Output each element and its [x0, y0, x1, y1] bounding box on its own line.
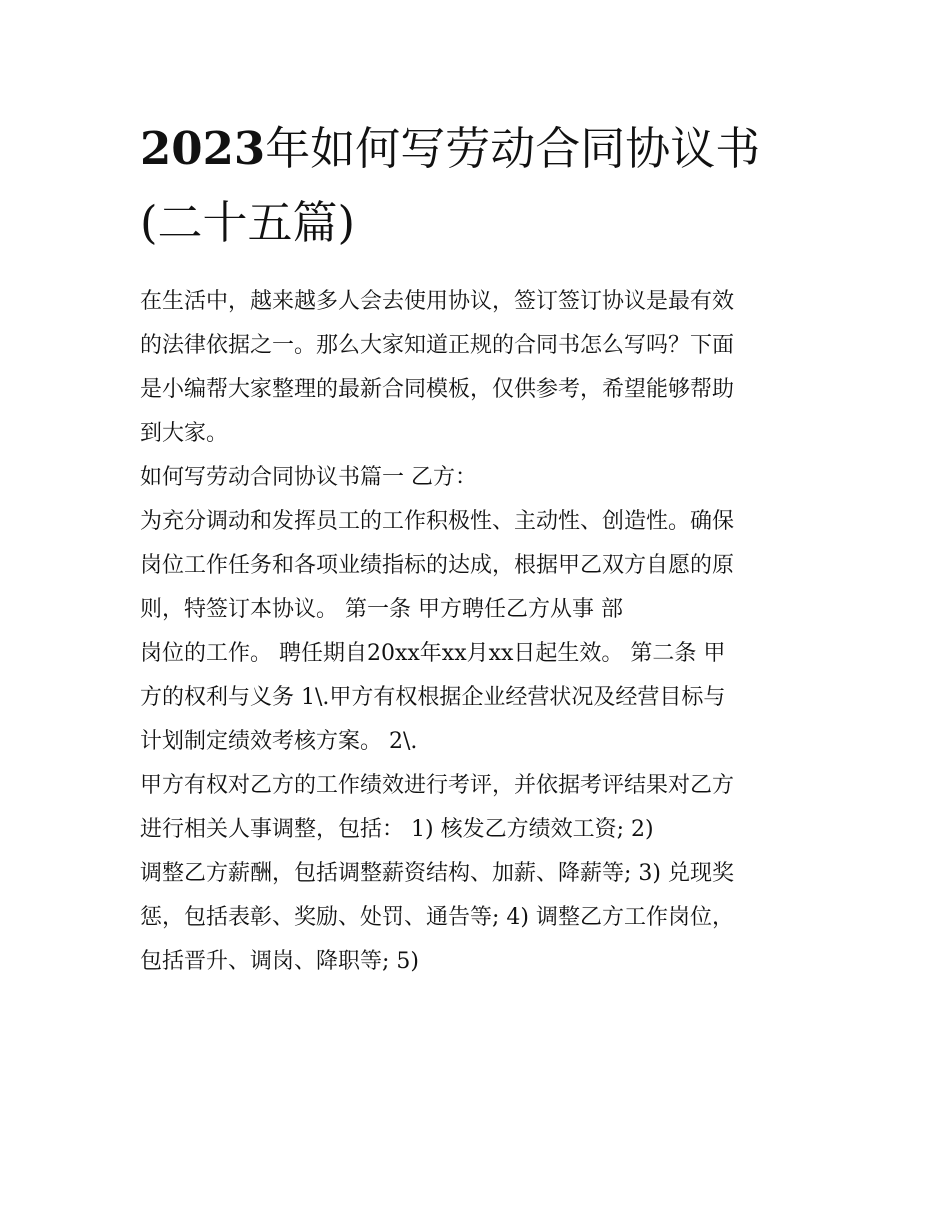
body-line: 惩，包括表彰、奖励、处罚、通告等; 4) 调整乙方工作岗位，: [140, 905, 734, 930]
body-line: 调整乙方薪酬，包括调整薪资结构、加薪、降薪等; 3) 兑现奖: [140, 861, 734, 886]
document-title: [140, 112, 820, 260]
section-heading: 如何写劳动合同协议书篇一 乙方：: [140, 465, 477, 490]
body-line: 为充分调动和发挥员工的工作积极性、主动性、创造性。确保: [140, 509, 735, 534]
body-line: 甲方有权对乙方的工作绩效进行考评，并依据考评结果对乙方: [140, 773, 735, 798]
body-line: 是小编帮大家整理的最新合同模板，仅供参考，希望能够帮助: [140, 377, 735, 402]
title-text: 年如何写劳动合同协议书: [265, 122, 761, 175]
body-line: 的法律依据之一。那么大家知道正规的合同书怎么写吗？下面: [140, 333, 735, 358]
title-year: 2023: [140, 122, 266, 175]
document-body: [140, 280, 820, 984]
body-line: 岗位的工作。 聘任期自20xx年xx月xx日起生效。 第二条 甲: [140, 641, 726, 666]
body-line: 方的权利与义务 1\.甲方有权根据企业经营状况及经营目标与: [140, 685, 726, 710]
body-line: 计划制定绩效考核方案。 2\.: [140, 729, 418, 754]
body-line: 包括晋升、调岗、降职等; 5): [140, 949, 419, 974]
body-line: 在生活中，越来越多人会去使用协议，签订签订协议是最有效: [140, 289, 735, 314]
title-subtitle: (二十五篇): [140, 196, 356, 249]
body-line: 进行相关人事调整，包括： 1) 核发乙方绩效工资; 2): [140, 817, 654, 842]
body-line: 到大家。: [140, 421, 229, 446]
body-line: 则，特签订本协议。 第一条 甲方聘任乙方从事 部: [140, 597, 623, 622]
body-line: 岗位工作任务和各项业绩指标的达成，根据甲乙双方自愿的原: [140, 553, 735, 578]
